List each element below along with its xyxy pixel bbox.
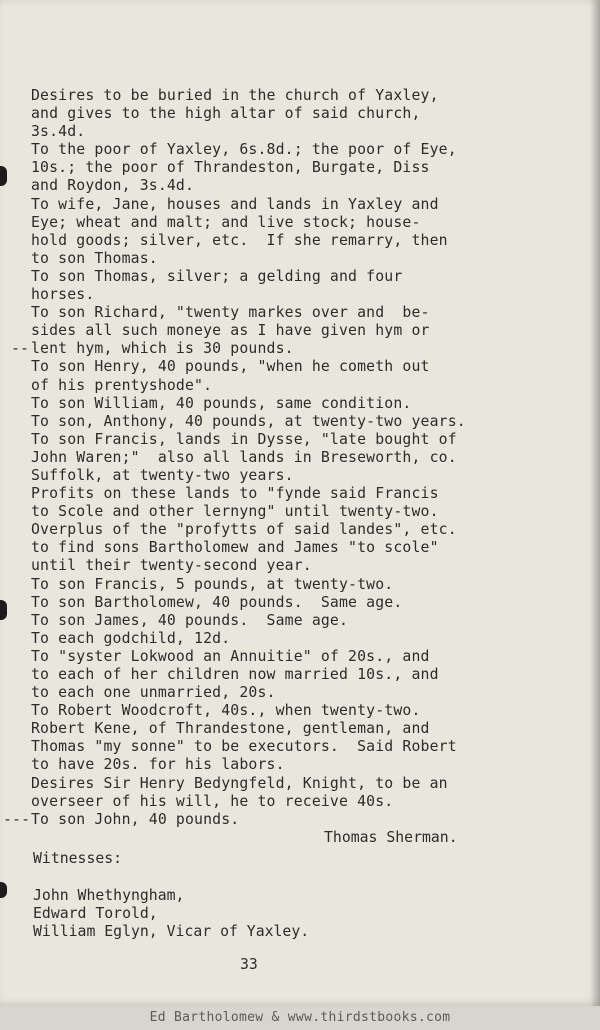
text-line [31, 431, 571, 449]
text-line [31, 521, 571, 539]
witness-list [33, 887, 309, 941]
binder-hole [0, 600, 7, 620]
text-line [31, 485, 571, 503]
witness-name: John Whethyngham, [33, 887, 185, 904]
text-line-content: Desires Sir Henry Bedyngfeld, Knight, to be an [31, 774, 448, 792]
witness-name: William Eglyn, Vicar of Yaxley. [33, 923, 310, 941]
text-line-content: Profits on these lands to "fynde said Francis [31, 485, 439, 503]
text-line [31, 377, 571, 395]
text-line-content: lent hym, which is 30 pounds. [31, 340, 294, 358]
text-line [31, 503, 571, 521]
text-line [31, 304, 571, 322]
text-line-content: To son Francis, 5 pounds, at twenty-two. [31, 575, 394, 593]
text-line-content: Eye; wheat and malt; and live stock; house- [31, 213, 421, 231]
text-line-content: Robert Kene, of Thrandestone, gentleman, and [31, 720, 430, 738]
testator-signature: Thomas Sherman. [324, 829, 458, 846]
text-line-content: To each godchild, 12d. [31, 629, 231, 647]
witnesses-heading: Witnesses: [33, 850, 123, 867]
text-line [31, 775, 571, 793]
text-line [31, 738, 571, 756]
text-line [31, 322, 571, 340]
text-line-content: Suffolk, at twenty-two years. [31, 466, 294, 484]
text-line [31, 720, 571, 738]
text-line [31, 449, 571, 467]
text-line-content: Overplus of the "profytts of said landes", etc. [31, 521, 457, 539]
text-line-content: to Scole and other lernyng" until twenty-two. [31, 503, 439, 521]
text-line-content: to each of her children now married 10s., and [31, 666, 439, 683]
text-line [31, 250, 571, 268]
text-line-content: to have 20s. for his labors. [31, 756, 285, 774]
text-line [31, 756, 571, 774]
text-line-content: sides all such moneye as I have given hym or [31, 322, 430, 340]
page-number: 33 [240, 956, 258, 973]
text-line-content: to each one unmarried, 20s. [31, 684, 276, 702]
text-line-content: until their twenty-second year. [31, 557, 312, 575]
text-line [31, 214, 571, 232]
text-line [31, 141, 571, 159]
text-line [31, 177, 571, 195]
text-line-content: To son Francis, lands in Dysse, "late bought of [31, 430, 457, 448]
binder-hole [0, 882, 7, 898]
text-line [31, 159, 571, 177]
text-line [3, 810, 571, 829]
text-line-content: horses. [31, 286, 95, 304]
text-line [31, 286, 571, 304]
text-line [31, 105, 571, 123]
text-line-content: To son John, 40 pounds. [31, 810, 240, 828]
text-line [31, 684, 571, 702]
text-line-content: John Waren;" also all lands in Breseworth, co. [31, 448, 457, 466]
text-line [31, 87, 571, 105]
text-line-content: 10s.; the poor of Thrandeston, Burgate, Diss [31, 159, 430, 177]
will-body-text [3, 87, 571, 829]
text-line [31, 395, 571, 413]
text-line-content: To Robert Woodcroft, 40s., when twenty-two. [31, 702, 421, 720]
text-line [31, 612, 571, 630]
text-line [31, 196, 571, 214]
text-line-content: To son Thomas, silver; a gelding and four [31, 267, 403, 285]
margin-mark: -- [11, 340, 30, 358]
text-line-content: To son, Anthony, 40 pounds, at twenty-two years. [31, 412, 466, 430]
text-line [31, 666, 571, 684]
text-line-content: To "syster Lokwood an Annuitie" of 20s., and [31, 647, 430, 665]
text-line-content: To the poor of Yaxley, 6s.8d.; the poor of Eye, [31, 141, 457, 159]
text-line [31, 594, 571, 612]
text-line [31, 648, 571, 666]
text-line-content: hold goods; silver, etc. If she remarry, then [31, 231, 448, 249]
text-line-content: Thomas "my sonne" to be executors. Said Robert [31, 738, 457, 756]
text-line [31, 268, 571, 286]
witness-name: Edward Torold, [33, 905, 158, 923]
text-line-content: and Roydon, 3s.4d. [31, 177, 195, 195]
text-line-content: To son Bartholomew, 40 pounds. Same age. [31, 593, 403, 611]
text-line-content: of his prentyshode". [31, 376, 213, 394]
text-line [31, 123, 571, 141]
text-line-content: To son Richard, "twenty markes over and be- [31, 304, 430, 322]
text-line [31, 557, 571, 575]
text-line [31, 576, 571, 594]
text-line [11, 340, 571, 358]
binder-hole [0, 166, 7, 186]
text-line-content: to find sons Bartholomew and James "to scole" [31, 539, 439, 557]
text-line [31, 232, 571, 250]
text-line [31, 467, 571, 485]
text-line-content: To son William, 40 pounds, same condition. [31, 394, 412, 412]
text-line [31, 793, 571, 811]
text-line-content: and gives to the high altar of said church, [31, 105, 421, 123]
text-line-content: Desires to be buried in the church of Yaxley, [31, 87, 439, 104]
text-line-content: 3s.4d. [31, 123, 86, 141]
watermark-footer: Ed Bartholomew & www.thirdstbooks.com [149, 1010, 451, 1025]
text-line-content: To son James, 40 pounds. Same age. [31, 611, 349, 629]
text-line [31, 539, 571, 557]
text-line-content: To wife, Jane, houses and lands in Yaxley and [31, 195, 439, 213]
text-line [31, 630, 571, 648]
text-line [31, 413, 571, 431]
margin-mark: --- [3, 810, 31, 828]
text-line-content: To son Henry, 40 pounds, "when he cometh out [31, 358, 430, 376]
text-line [31, 358, 571, 376]
text-line [31, 702, 571, 720]
text-line-content: to son Thomas. [31, 249, 158, 267]
text-line-content: overseer of his will, he to receive 40s. [31, 792, 394, 810]
